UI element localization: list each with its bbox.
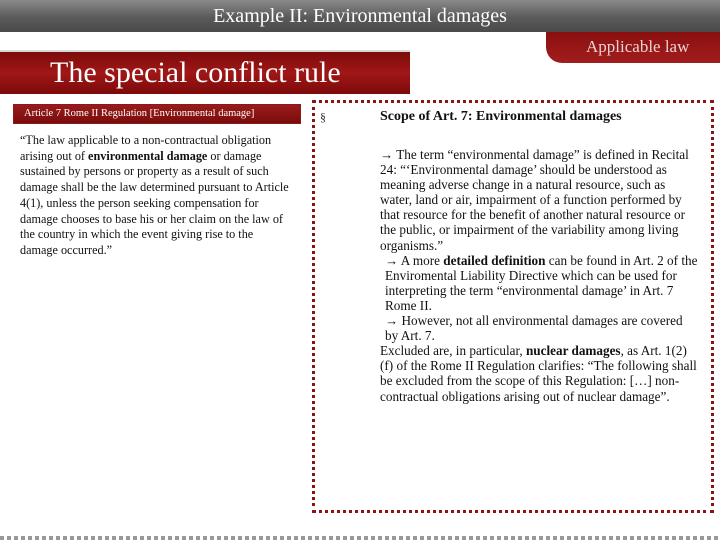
- definition-text-1: → A more: [385, 252, 444, 268]
- section-title: The special conflict rule: [50, 56, 341, 89]
- scope-text: [380, 147, 698, 404]
- slide-title: Example II: Environmental damages: [213, 5, 507, 27]
- applicable-law-tab: [546, 32, 720, 63]
- header-bar: [0, 0, 720, 32]
- exclusion-paragraph: [380, 343, 698, 403]
- quote-text-1: “The law applicable to a non-contractual obligation arising out of: [20, 133, 272, 163]
- exclusion-text-2: , as Art. 1(2)(f) of the Rome II Regulation clarifies: “The following shall be excluded from the scope of this Regulation: […] non-contractual obligations arising out of nuclear damage”.: [380, 343, 697, 404]
- quote-text-2: or damage sustained by persons or property as a result of such damage shall be the law determined pursuant to Article 4(1), unless the person seeking compensation for damage chooses to base his or her claim on the law of the country in which the event giving rise to the damage occurred.”: [20, 148, 289, 257]
- bottom-divider: [0, 536, 720, 540]
- section-bullet: §: [320, 110, 326, 124]
- quote-bold-term: environmental damage: [88, 148, 208, 163]
- exclusion-bold: nuclear damages: [525, 343, 621, 359]
- coverage-paragraph: → However, not all environmental damages are covered by Art. 7.: [385, 313, 683, 344]
- exclusion-text-1: Excluded are, in particular,: [380, 343, 526, 359]
- applicable-law-label: Applicable law: [586, 37, 690, 56]
- scope-title: Scope of Art. 7: Environmental damages: [380, 109, 622, 124]
- article-label: Article 7 Rome II Regulation [Environmental damage]: [24, 108, 255, 119]
- article-quote: [20, 133, 292, 259]
- definition-paragraph: [380, 253, 698, 313]
- section-banner: [0, 50, 410, 94]
- article-label-box: [13, 104, 301, 124]
- definition-bold: detailed definition: [443, 252, 546, 268]
- definition-text-2: can be found in Art. 2 of the Enviromental Liability Directive which can be used for interpreting the term “environmental damage’ in Art. 7 Rome II.: [385, 252, 698, 313]
- recital-paragraph: → The term “environmental damage” is defined in Recital 24: “‘Environmental damage’ should be understood as meaning adverse change in a natural resource, such as water, land or air, impairment of a function performed by that resource for the benefit of another natural resource or the public, or impairment of the variability among living organisms.”: [380, 147, 689, 253]
